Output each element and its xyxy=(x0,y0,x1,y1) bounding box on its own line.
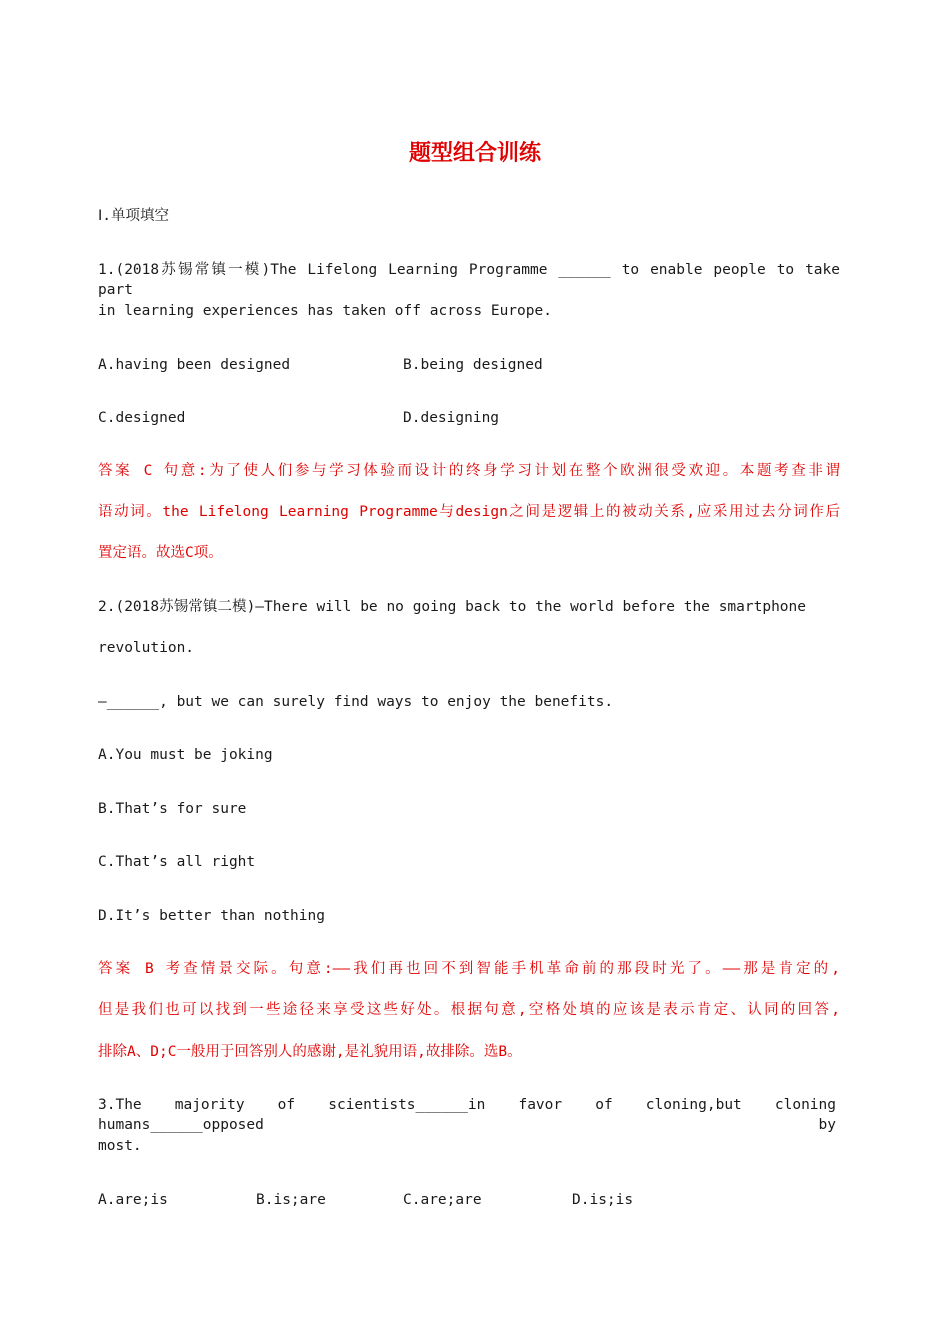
question-3-option-d: D.is;is xyxy=(572,1192,634,1208)
question-3-option-a: A.are;is xyxy=(98,1192,168,1208)
question-2-line-1: 2.(2018苏锡常镇二模)—There will be no going back to the world before the smartphone xyxy=(98,599,806,615)
question-2-line-2: revolution. xyxy=(98,640,195,656)
answer-1-line-3: 置定语。故选C项。 xyxy=(98,545,223,561)
question-1-option-b: B.being designed xyxy=(403,357,543,373)
question-2-option-c: C.That’s all right xyxy=(98,854,256,870)
question-2-line-3: —______, but we can surely find ways to enjoy the benefits. xyxy=(98,694,614,710)
question-1-option-d: D.designing xyxy=(403,410,500,426)
question-2-option-b: B.That’s for sure xyxy=(98,801,247,817)
section-heading: Ⅰ.单项填空 xyxy=(98,208,170,224)
question-3-line-1: 3.The majority of scientists______in favor of cloning,but cloning humans______opposed by xyxy=(98,1097,836,1133)
question-2-option-d: D.It’s better than nothing xyxy=(98,908,325,924)
question-1-line-1: 1.(2018苏锡常镇一模)The Lifelong Learning Programme ______ to enable people to take part xyxy=(98,262,840,298)
question-2-option-a: A.You must be joking xyxy=(98,747,273,763)
answer-1-line-2: 语动词。the Lifelong Learning Programme与design之间是逻辑上的被动关系,应采用过去分词作后 xyxy=(98,504,840,520)
answer-1-line-1: 答案 C 句意:为了使人们参与学习体验而设计的终身学习计划在整个欧洲很受欢迎。本题考查非谓 xyxy=(98,463,840,479)
answer-2-line-3: 排除A、D;C一般用于回答别人的感谢,是礼貌用语,故排除。选B。 xyxy=(98,1044,522,1060)
question-1-option-c: C.designed xyxy=(98,410,186,426)
question-1-option-a: A.having been designed xyxy=(98,357,291,373)
answer-2-line-1: 答案 B 考查情景交际。句意:——我们再也回不到智能手机革命前的那段时光了。——那是肯定的, xyxy=(98,961,840,977)
question-3-option-b: B.is;are xyxy=(256,1192,326,1208)
question-1-line-2: in learning experiences has taken off across Europe. xyxy=(98,303,552,319)
question-3-option-c: C.are;are xyxy=(403,1192,482,1208)
question-3-line-2: most. xyxy=(98,1138,142,1154)
answer-2-line-2: 但是我们也可以找到一些途径来享受这些好处。根据句意,空格处填的应该是表示肯定、认同的回答, xyxy=(98,1002,840,1018)
page-title: 题型组合训练 xyxy=(408,141,541,166)
